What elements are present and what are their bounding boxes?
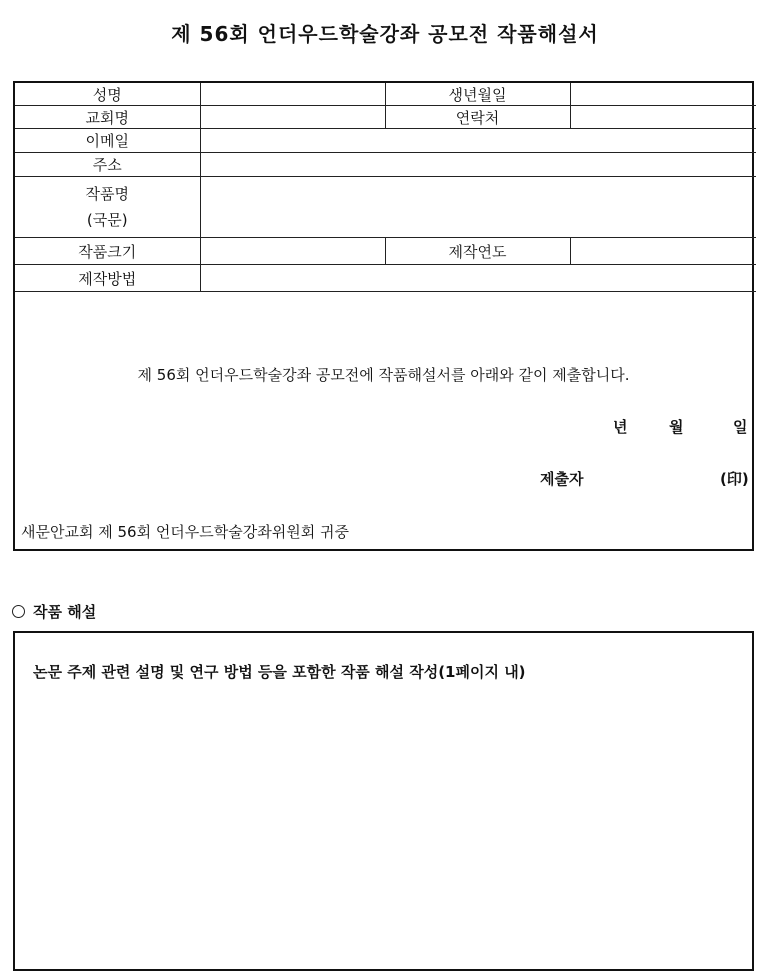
method-label: 제작방법 [15,265,200,292]
date-month: 월 [669,418,684,436]
address-label: 주소 [15,153,200,177]
birth-field[interactable] [570,83,756,106]
contact-label: 연락처 [385,106,570,129]
church-field[interactable] [200,106,385,129]
work-title-label [15,177,200,238]
work-title-field[interactable] [200,177,756,238]
date-day: 일 [733,418,748,436]
explanation-instruction: 논문 주제 관련 설명 및 연구 방법 등을 포함한 작품 해설 작성(1페이지 내) [33,663,526,681]
circle-bullet-icon [12,605,25,618]
document-title: 제 56회 언더우드학술강좌 공모전 작품해설서 [171,22,599,46]
declaration-statement: 제 56회 언더우드학술강좌 공모전에 작품해설서를 아래와 같이 제출합니다. [137,366,630,384]
size-field[interactable] [200,238,385,265]
explanation-section-heading [12,601,96,622]
seal-mark: (印) [720,470,749,488]
name-label: 성명 [15,83,200,106]
addressee: 새문안교회 제 56회 언더우드학술강좌위원회 귀중 [21,523,349,541]
email-field[interactable] [200,129,756,153]
name-field[interactable] [200,83,385,106]
year-label: 제작연도 [385,238,570,265]
address-field[interactable] [200,153,756,177]
info-table [15,83,756,292]
explanation-box[interactable] [13,631,754,971]
method-field[interactable] [200,265,756,292]
church-label: 교회명 [15,106,200,129]
contact-field[interactable] [570,106,756,129]
date-year: 년 [613,418,628,436]
size-label: 작품크기 [15,238,200,265]
applicant-info-form [13,81,754,551]
submitter-label: 제출자 [540,470,584,488]
work-title-label-sub: (국문) [86,211,128,229]
email-label: 이메일 [15,129,200,153]
work-title-label-main: 작품명 [85,185,129,203]
year-field[interactable] [570,238,756,265]
birth-label: 생년월일 [385,83,570,106]
explanation-section-title: 작품 해설 [33,603,97,621]
